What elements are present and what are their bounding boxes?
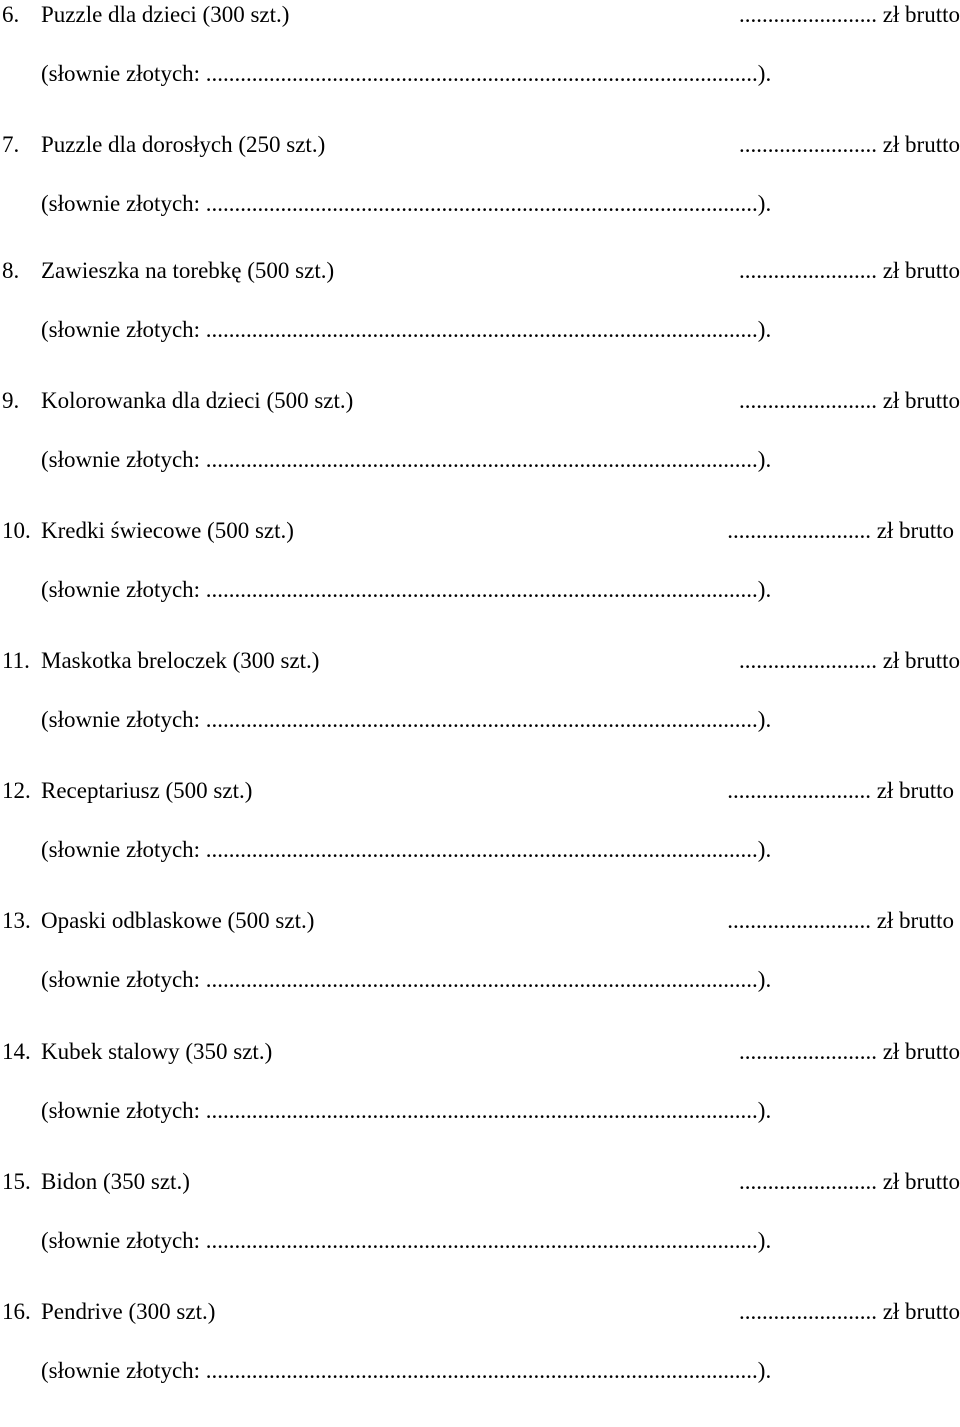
item-number: 6. [2,2,20,27]
item-name: Kubek stalowy (350 szt.) [41,1039,273,1064]
item-name: Opaski odblaskowe (500 szt.) [41,908,315,933]
item-name: Bidon (350 szt.) [41,1169,190,1194]
item-name: Zawieszka na torebkę (500 szt.) [41,258,335,283]
item-line [0,386,960,416]
item-number: 15. [2,1169,31,1194]
item-number: 13. [2,908,31,933]
amount-in-words-field: (słownie złotych: ................................................................................................). [41,447,772,472]
amount-in-words-field: (słownie złotych: ................................................................................................). [41,1098,772,1123]
amount-in-words-field: (słownie złotych: ................................................................................................). [41,967,772,992]
item-line [0,1037,960,1067]
item-line [0,1297,960,1327]
item-name: Puzzle dla dzieci (300 szt.) [41,2,290,27]
item-block [0,906,960,1036]
item-block [0,1167,960,1297]
amount-in-words-field: (słownie złotych: ................................................................................................). [41,317,772,342]
item-line [0,256,960,286]
amount-in-words-field: (słownie złotych: ................................................................................................). [41,707,772,732]
item-block [0,776,960,906]
item-number: 8. [2,258,20,283]
item-line [0,906,960,936]
item-number: 9. [2,388,20,413]
item-name: Puzzle dla dorosłych (250 szt.) [41,132,326,157]
price-field: ........................ zł brutto [738,2,960,27]
item-name: Pendrive (300 szt.) [41,1299,216,1324]
item-block [0,516,960,646]
price-field: ......................... zł brutto [727,908,954,933]
item-name: Kredki świecowe (500 szt.) [41,518,294,543]
item-block [0,130,960,260]
price-field: ........................ zł brutto [738,648,960,673]
item-block [0,256,960,386]
item-number: 12. [2,778,31,803]
item-block [0,386,960,516]
item-line [0,0,960,30]
price-field: ........................ zł brutto [738,258,960,283]
item-name: Maskotka breloczek (300 szt.) [41,648,320,673]
item-number: 14. [2,1039,31,1064]
amount-in-words-field: (słownie złotych: ................................................................................................). [41,1228,772,1253]
price-field: ........................ zł brutto [738,1039,960,1064]
item-number: 7. [2,132,20,157]
item-line [0,646,960,676]
price-field: ........................ zł brutto [738,132,960,157]
item-line [0,516,960,546]
item-line [0,776,960,806]
amount-in-words-field: (słownie złotych: ................................................................................................). [41,191,772,216]
price-field: ........................ zł brutto [738,1169,960,1194]
item-number: 11. [2,648,30,673]
amount-in-words-field: (słownie złotych: ................................................................................................). [41,1358,772,1383]
item-line [0,130,960,160]
item-block [0,1037,960,1167]
item-name: Receptariusz (500 szt.) [41,778,253,803]
price-field: ........................ zł brutto [738,1299,960,1324]
item-number: 16. [2,1299,31,1324]
price-field: ........................ zł brutto [738,388,960,413]
amount-in-words-field: (słownie złotych: ................................................................................................). [41,837,772,862]
item-block [0,646,960,776]
amount-in-words-field: (słownie złotych: ................................................................................................). [41,61,772,86]
item-block [0,1297,960,1427]
item-number: 10. [2,518,31,543]
item-block [0,0,960,130]
price-field: ......................... zł brutto [727,778,954,803]
amount-in-words-field: (słownie złotych: ................................................................................................). [41,577,772,602]
price-field: ......................... zł brutto [727,518,954,543]
item-name: Kolorowanka dla dzieci (500 szt.) [41,388,354,413]
item-line [0,1167,960,1197]
